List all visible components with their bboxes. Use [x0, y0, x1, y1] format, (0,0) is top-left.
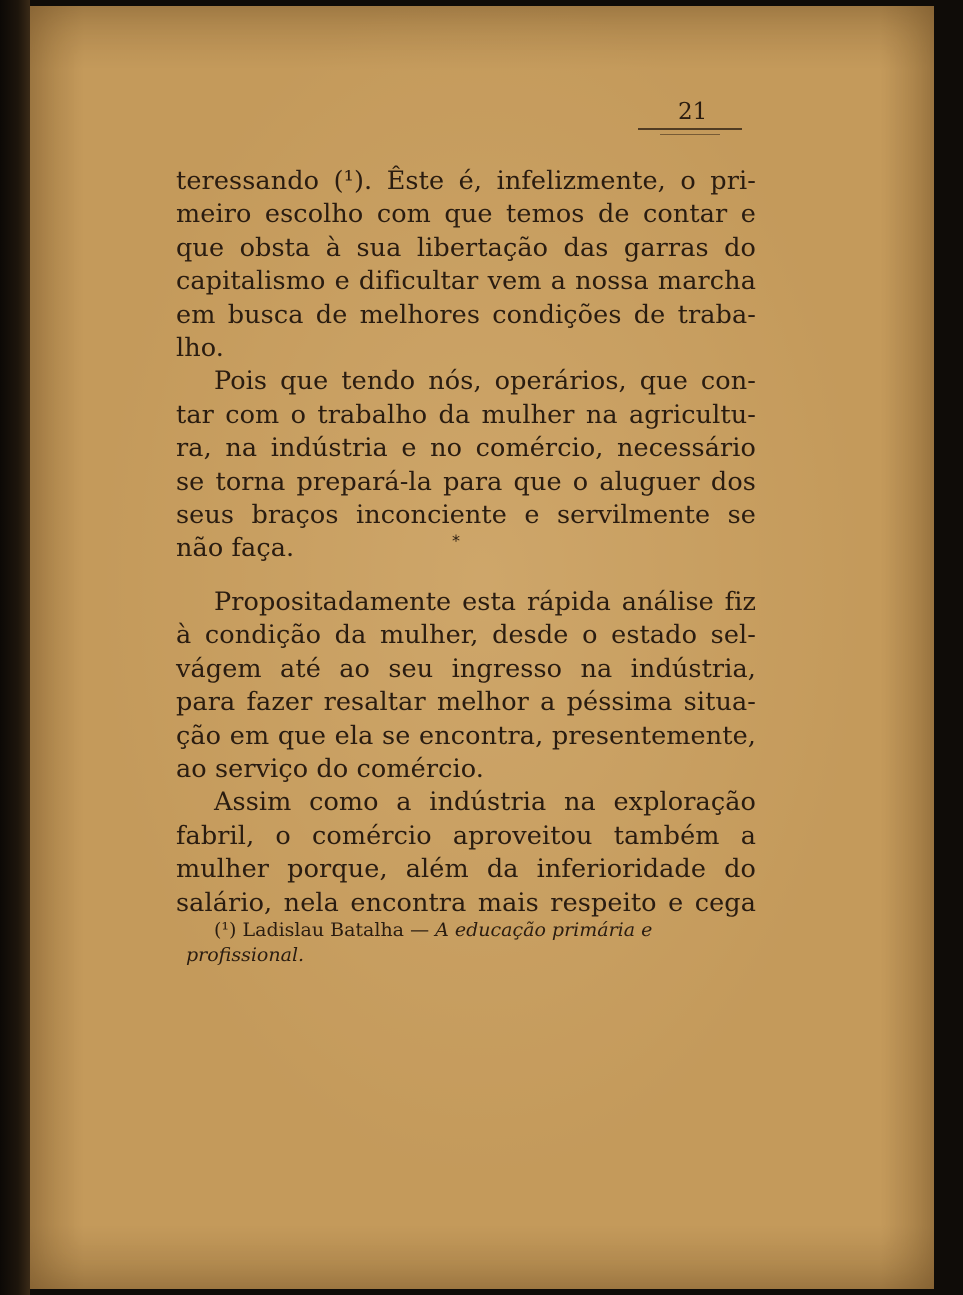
footnote-dash: — [410, 919, 430, 941]
footnote-title-continued: profissional. [186, 944, 305, 966]
text-line: capitalismo e dificultar vem a nossa marcha [176, 266, 756, 297]
page-number: 21 [678, 99, 708, 125]
book-spine-shadow [0, 0, 30, 1295]
header-rule-ornament [660, 134, 720, 135]
text-line: lho. [176, 332, 224, 363]
footnote-line-2 [186, 943, 758, 968]
text-line: Assim como a indústria na exploração [214, 787, 756, 818]
footnote-title: A educação primária e [435, 919, 653, 941]
text-line: meiro escolho com que temos de contar e [176, 199, 756, 230]
text-line: para fazer resaltar melhor a péssima situa- [176, 687, 756, 718]
text-line: tar com o trabalho da mulher na agricultu- [176, 399, 756, 430]
text-line: ra, na indústria e no comércio, necessário [176, 433, 756, 464]
text-line: salário, nela encontra mais respeito e cega [176, 887, 756, 918]
header-rule [638, 128, 742, 130]
footnote-marker: (¹) [214, 919, 237, 941]
section-separator-asterisk: * [452, 531, 460, 550]
text-line: em busca de melhores condições de traba- [176, 299, 756, 330]
text-line: que obsta à sua libertação das garras do [176, 232, 756, 263]
text-line: Pois que tendo nós, operários, que con- [214, 366, 756, 397]
text-line: seus braços inconciente e servilmente se [176, 499, 756, 530]
paragraph-block-1 [176, 165, 756, 566]
text-line: ao serviço do comércio. [176, 753, 484, 784]
text-line: não faça. [176, 533, 295, 564]
text-line: mulher porque, além da inferioridade do [176, 854, 756, 885]
footnote [186, 918, 758, 968]
footnote-line-1 [186, 918, 758, 943]
text-line: teressando (¹). Êste é, infelizmente, o pri- [176, 166, 756, 196]
footnote-author: Ladislau Batalha [242, 919, 405, 941]
text-line: vágem até ao seu ingresso na indústria, [176, 653, 756, 684]
text-line: Propositadamente esta rápida análise fiz [214, 587, 756, 617]
text-line: ção em que ela se encontra, presentemente, [176, 720, 756, 751]
text-line: à condição da mulher, desde o estado sel- [176, 620, 756, 651]
text-line: fabril, o comércio aproveitou também a [176, 820, 756, 851]
paragraph-block-2 [176, 586, 756, 920]
text-line: se torna prepará-la para que o aluguer dos [176, 466, 756, 497]
